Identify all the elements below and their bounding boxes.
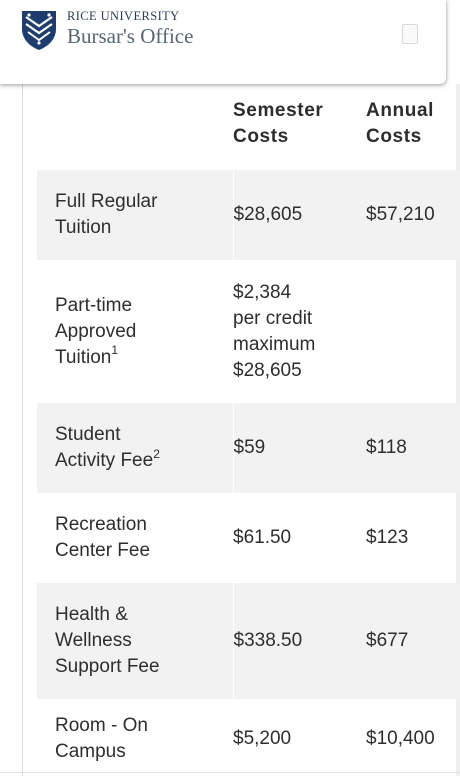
logo-office-name: Bursar's Office xyxy=(67,24,194,48)
bottom-divider xyxy=(0,772,460,773)
column-header-semester: Semester Costs xyxy=(233,100,324,147)
menu-toggle-button[interactable] xyxy=(402,24,418,44)
site-header xyxy=(0,0,446,84)
annual-cost-cell: $10,400 xyxy=(366,728,435,749)
semester-cost-cell: $59 xyxy=(233,403,366,493)
column-header-annual: Annual Costs xyxy=(366,100,434,147)
row-label: Student Activity Fee$^2$ xyxy=(37,403,233,493)
table-row xyxy=(37,699,460,779)
table-row xyxy=(37,493,460,583)
semester-cost-cell: $2,384 per credit maximum $28,605 xyxy=(233,281,316,381)
row-label: Health & Wellness Support Fee xyxy=(37,583,233,699)
row-label: Full Regular Tuition xyxy=(37,170,233,260)
annual-cost-cell: $118 xyxy=(366,403,460,493)
logo-university-name: RICE UNIVERSITY xyxy=(67,9,180,23)
tuition-fees-table xyxy=(37,84,460,779)
row-label: Part-time Approved Tuition$^1$ xyxy=(55,294,137,368)
table-row xyxy=(37,170,460,260)
table-row xyxy=(37,583,460,699)
row-label: Room - On Campus xyxy=(55,715,148,762)
semester-cost-cell: $61.50 xyxy=(233,527,292,548)
site-title[interactable] xyxy=(67,9,193,48)
annual-cost-cell xyxy=(366,260,460,403)
content-left-border xyxy=(22,84,23,776)
table-row xyxy=(37,403,460,493)
rice-shield-logo-icon[interactable] xyxy=(20,9,58,51)
semester-cost-cell: $28,605 xyxy=(233,170,366,260)
semester-cost-cell: $338.50 xyxy=(233,583,366,699)
column-header-item xyxy=(37,84,233,170)
row-label: Recreation Center Fee xyxy=(55,514,151,561)
annual-cost-cell: $677 xyxy=(366,583,460,699)
table-header-row xyxy=(37,84,460,170)
footnote-1-link[interactable]: 1 xyxy=(111,343,119,358)
footnote-2-link[interactable]: 2 xyxy=(153,446,160,461)
annual-cost-cell: $123 xyxy=(366,527,409,548)
annual-cost-cell: $57,210 xyxy=(366,170,460,260)
table-row xyxy=(37,260,460,403)
semester-cost-cell: $5,200 xyxy=(233,728,292,749)
